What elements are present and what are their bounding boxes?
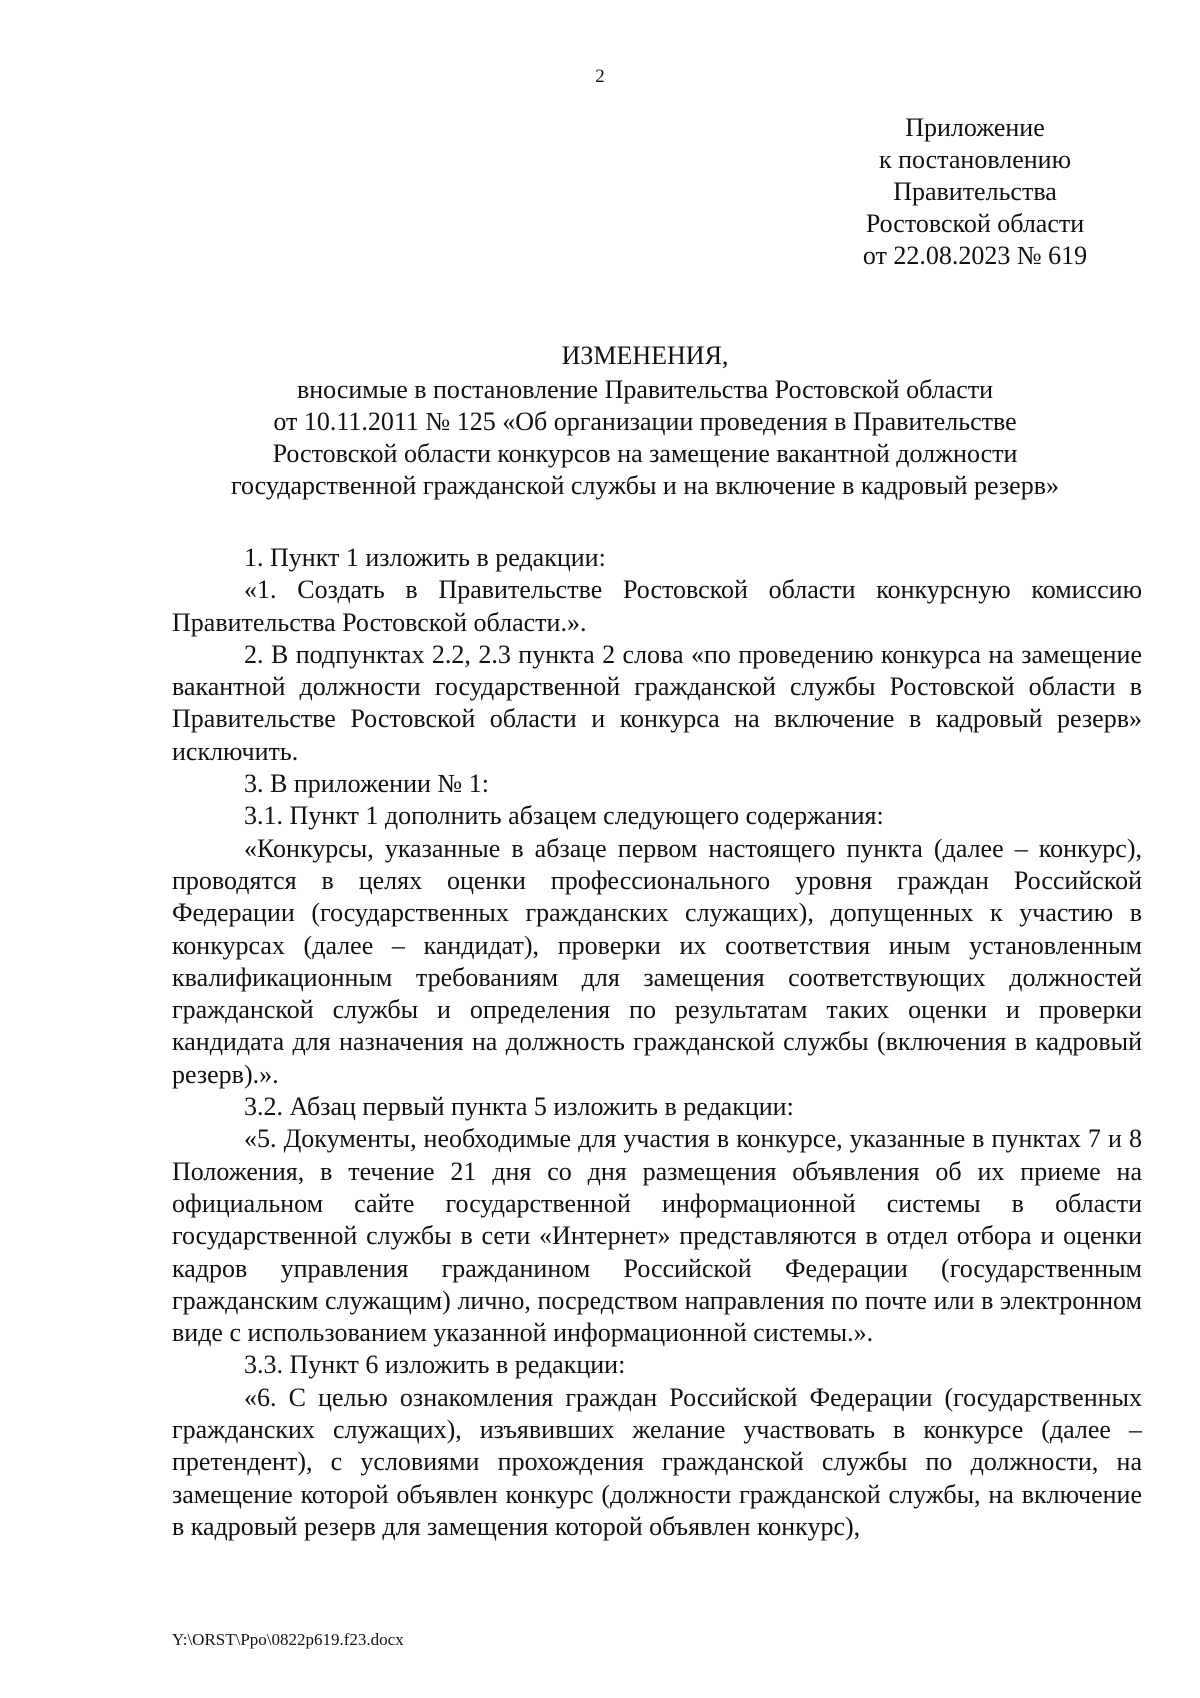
appendix-line: от 22.08.2023 № 619 (862, 241, 1088, 270)
document-body (172, 542, 1142, 1543)
body-paragraph: «5. Документы, необходимые для участия в конкурсе, указанные в пунктах 7 и 8 Положения, в течение 21 дня со дня размещения объявления об их приеме на официальном сайте государственной информационной системы в области государственной службы в сети «Интернет» представляются в отдел отбора и оценки кадров управления гражданином Российской Федерации (государственным гражданским служащим) лично, посредством направления по почте или в электронном виде с использованием указанной информационной системы.». (172, 1124, 1142, 1348)
body-paragraph: 1. Пункт 1 изложить в редакции: (244, 543, 606, 572)
title-subtitle-line: вносимые в постановление Правительства Ростовской области (296, 375, 994, 404)
appendix-line: к постановлению (878, 145, 1072, 174)
appendix-reference (820, 112, 1130, 272)
body-paragraph: 3.3. Пункт 6 изложить в редакции: (244, 1350, 626, 1380)
body-paragraph: «6. С целью ознакомления граждан Российской Федерации (государственных гражданских служащих), изъявивших желание участвовать в конкурсе (далее – претендент), с условиями прохождения гражданской службы по должности, на замещение которой объявлен конкурс (должности гражданской службы, на включение в кадровый резерв для замещения которой объявлен конкурс), (172, 1382, 1142, 1541)
body-paragraph: 3. В приложении № 1: (244, 769, 489, 799)
page-number: 2 (595, 66, 605, 87)
title-subtitle-line: от 10.11.2011 № 125 «Об организации проведения в Правительстве (273, 407, 1017, 436)
document-title (160, 340, 1130, 502)
appendix-line: Правительства (893, 177, 1057, 206)
title-main: ИЗМЕНЕНИЯ, (561, 341, 729, 370)
body-paragraph: 3.2. Абзац первый пункта 5 изложить в редакции: (244, 1092, 794, 1122)
title-subtitle-line: Ростовской области конкурсов на замещение вакантной должности (272, 439, 1018, 468)
body-paragraph: «Конкурсы, указанные в абзаце первом настоящего пункта (далее – конкурс), проводятся в целях оценки профессионального уровня граждан Российской Федерации (государственных гражданских служащих), допущенных к участию в конкурсах (далее – кандидат), проверки их соответствия иным установленным квалификационным требованиям для замещения соответствующих должностей гражданской службы и определения по результатам таких оценки и проверки кандидата для назначения на должность гражданской службы (включения в кадровый резерв).». (172, 833, 1142, 1089)
appendix-line: Ростовской области (865, 209, 1085, 238)
title-subtitle-line: государственной гражданской службы и на включение в кадровый резерв» (231, 471, 1059, 500)
body-paragraph: 2. В подпунктах 2.2, 2.3 пункта 2 слова «по проведению конкурса на замещение вакантной должности государственной гражданской службы Ростовской области в Правительстве Ростовской области и конкурса на включение в кадровый резерв» исключить. (172, 639, 1142, 766)
body-paragraph: 3.1. Пункт 1 дополнить абзацем следующего содержания: (244, 801, 884, 831)
body-paragraph: «1. Создать в Правительстве Ростовской области конкурсную комиссию Правительства Ростовской области.». (172, 575, 1142, 637)
appendix-line: Приложение (905, 113, 1045, 142)
footer-file-path: Y:\ORST\Ppo\0822p619.f23.docx (172, 1630, 404, 1649)
